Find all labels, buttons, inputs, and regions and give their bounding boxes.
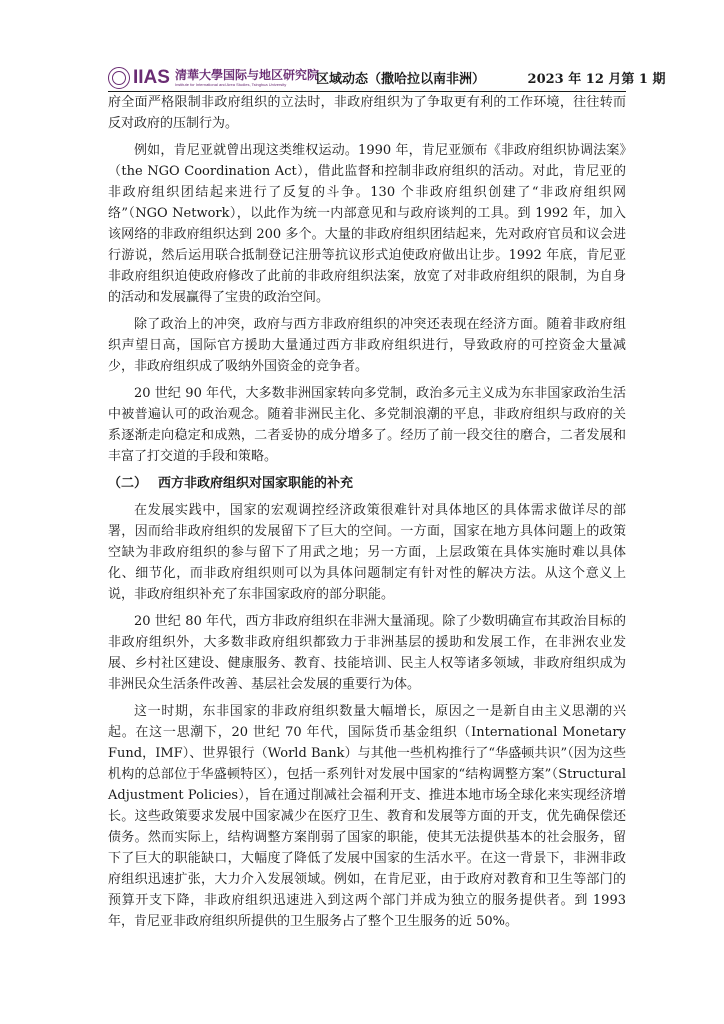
paragraph-1980s: 20 世纪 80 年代，西方非政府组织在非洲大量涌现。除了少数明确宣布其政治目标的非政府组织外，大多数非政府组织都致力于非洲基层的援助和发展工作，在非洲农业发展、乡村社区建设、健康服务、教育、技能培训、民主人权等诸多领域，非政府组织成为非洲民众生活条件改善、基层社会发展的重要行为体。	[108, 614, 626, 692]
institute-logo	[108, 66, 319, 90]
logo-text	[175, 69, 319, 87]
logo-letters: IIAS	[133, 67, 170, 88]
document-body	[108, 92, 626, 938]
section-heading-number: （二）	[108, 476, 148, 491]
university-seal-icon	[108, 67, 130, 89]
paragraph-development-practice: 在发展实践中，国家的宏观调控经济政策很难针对具体地区的具体需求做详尽的部署，因而给非政府组织的发展留下了巨大的空间。一方面，国家在地方具体问题上的政策空缺为非政府组织的参与留下了用武之地；另一方面，上层政策在具体实施时难以具体化、细节化，而非政府组织则可以为具体问题制定有针对性的解决方法。从这个意义上说，非政府组织补充了东非国家政府的部分职能。	[108, 503, 626, 602]
paragraph-neoliberalism: 这一时期，东非国家的非政府组织数量大幅增长，原因之一是新自由主义思潮的兴起。在这一思潮下，20 世纪 70 年代，国际货币基金组织（International Monetary Fund，IMF）、世界银行（World Bank）与其他一些机构推行了“华盛顿共识”（因为这些机构的总部位于华盛顿特区），包括一系列针对发展中国家的“结构调整方案”（Structural Adjustment Policies），旨在通过削减社会福利开支、推进本地市场全球化来实现经济增长。这些政策要求发展中国家减少在医疗卫生、教育和发展等方面的开支，优先确保偿还债务。然而实际上，结构调整方案削弱了国家的职能，使其无法提供基本的社会服务，留下了巨大的职能缺口，大幅度了降低了发展中国家的生活水平。在这一背景下，非洲非政府组织迅速扩张，大力介入发展领域。例如，在肯尼亚，由于政府对教育和卫生等部门的预算开支下降，非政府组织迅速进入到这两个部门并成为独立的服务提供者。到 1993 年，肯尼亚非政府组织所提供的卫生服务占了整个卫生服务的近 50%。	[108, 704, 626, 929]
paragraph-continued: 府全面严格限制非政府组织的立法时，非政府组织为了争取更有利的工作环境，往往转而反对政府的压制行为。	[108, 95, 626, 131]
paragraph-1990s: 20 世纪 90 年代，大多数非洲国家转向多党制，政治多元主义成为东非国家政治生活中被普遍认可的政治观念。随着非洲民主化、多党制浪潮的平息，非政府组织与政府的关系逐渐走向稳定和成熟，二者妥协的成分增多了。经历了前一段交往的磨合，二者发展和丰富了打交道的手段和策略。	[108, 386, 626, 464]
logo-english-name: Institute for International and Area Studies, Tsinghua University	[174, 82, 287, 87]
publication-section: 区域动态（撒哈拉以南非洲）	[316, 72, 486, 87]
section-heading	[108, 473, 626, 494]
header-title	[316, 68, 666, 87]
paragraph-economic-conflict: 除了政治上的冲突，政府与西方非政府组织的冲突还表现在经济方面。随着非政府组织声望日高，国际官方援助大量通过西方非政府组织进行，导致政府的可控资金大量减少，非政府组织成了吸纳外国资金的竞争者。	[108, 317, 626, 374]
paragraph-kenya-example: 例如，肯尼亚就曾出现这类维权运动。1990 年，肯尼亚颁布《非政府组织协调法案》（the NGO Coordination Act），借此监督和控制非政府组织的活动。对此，肯尼亚的非政府组织团结起来进行了反复的斗争。130 个非政府组织创建了“非政府组织网络”（NGO Network），以此作为统一内部意见和与政府谈判的工具。到 1992 年，加入该网络的非政府组织达到 200 多个。大量的非政府组织团结起来，先对政府官员和议会进行游说，然后运用联合抵制登记注册等抗议形式迫使政府做出让步。1992 年底，肯尼亚非政府组织迫使政府修改了此前的非政府组织法案，放宽了对非政府组织的限制，为自身的活动和发展赢得了宝贵的政治空间。	[108, 143, 626, 305]
issue-number: 2023 年 12 月第 1 期	[527, 72, 666, 87]
logo-chinese-name: 清華大學国际与地区研究院	[174, 68, 319, 82]
page-header	[108, 66, 666, 92]
section-heading-text: 西方非政府组织对国家职能的补充	[158, 476, 354, 491]
